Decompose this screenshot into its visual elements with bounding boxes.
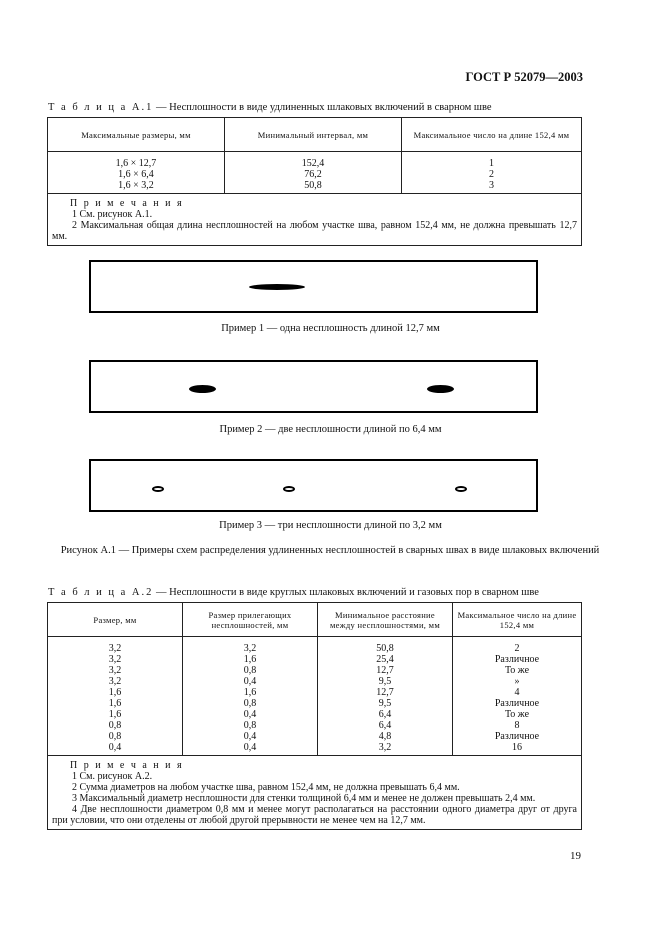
table2-notes-title: П р и м е ч а н и я bbox=[70, 760, 184, 771]
table2-header-cell: Минимальное расстояние между несплошностями, мм bbox=[318, 603, 453, 637]
table1-note: 1 См. рисунок А.1. bbox=[72, 209, 153, 220]
weld-diagram-example-1 bbox=[89, 260, 538, 313]
example-3-label: Пример 3 — три несплошности длиной по 3,2 мм bbox=[219, 520, 442, 531]
table2-column-size bbox=[48, 637, 183, 756]
table2-data-row bbox=[48, 637, 582, 756]
elongated-inclusion bbox=[249, 284, 305, 290]
page-number: 19 bbox=[570, 850, 581, 862]
table2-column-count bbox=[453, 637, 582, 756]
document-code: ГОСТ Р 52079—2003 bbox=[465, 70, 583, 84]
table1-notes-title: П р и м е ч а н и я bbox=[70, 198, 184, 209]
elongated-inclusion bbox=[189, 385, 216, 393]
table1-column-sizes bbox=[48, 152, 225, 194]
table1-header-cell: Минимальный интервал, мм bbox=[225, 118, 402, 152]
weld-diagram-example-2 bbox=[89, 360, 538, 413]
figure-caption: Рисунок А.1 — Примеры схем распределения удлиненных несплошностей в сварных швах в виде шлаковых включений bbox=[60, 545, 600, 556]
short-inclusion bbox=[283, 486, 295, 492]
table2-header-row bbox=[48, 603, 582, 637]
table1-title: — Несплошности в виде удлиненных шлаковых включений в сварном шве bbox=[153, 102, 492, 113]
table2-column-distance bbox=[318, 637, 453, 756]
table2-notes-row bbox=[48, 756, 582, 830]
table1-label: Т а б л и ц а А.1 bbox=[48, 102, 154, 113]
table2-note: 2 Сумма диаметров на любом участке шва, равном 152,4 мм, не должна превышать 6,4 мм. bbox=[72, 782, 460, 793]
table1-column-text: 1,6 × 12,7 1,6 × 6,4 1,6 × 3,2 bbox=[115, 158, 157, 191]
table1-note: 2 Максимальная общая длина несплошностей на любом участке шва, равном 152,4 мм, не должна превышать 12,7 мм. bbox=[52, 220, 577, 242]
table1-column-count bbox=[402, 152, 582, 194]
table2-label: Т а б л и ц а А.2 bbox=[48, 587, 154, 598]
table2 bbox=[47, 602, 582, 830]
elongated-inclusion bbox=[427, 385, 454, 393]
example-1-label: Пример 1 — одна несплошность длиной 12,7 мм bbox=[221, 323, 440, 334]
table2-column-adjacent bbox=[183, 637, 318, 756]
table1-header-cell: Максимальные размеры, мм bbox=[48, 118, 225, 152]
table1-column-interval bbox=[225, 152, 402, 194]
table1 bbox=[47, 117, 582, 246]
table2-column-text: 3,2 1,6 0,8 0,4 1,6 0,8 0,4 0,8 0,4 0,4 bbox=[243, 643, 257, 753]
table1-header-cell: Максимальное число на длине 152,4 мм bbox=[402, 118, 582, 152]
table2-column-text: 3,2 3,2 3,2 3,2 1,6 1,6 1,6 0,8 0,8 0,4 bbox=[108, 643, 122, 753]
table2-column-text: 50,8 25,4 12,7 9,5 12,7 9,5 6,4 6,4 4,8 3,2 bbox=[376, 643, 394, 753]
table1-column-text: 1 2 3 bbox=[489, 158, 494, 191]
table2-header-cell: Размер, мм bbox=[48, 603, 183, 637]
table2-column-text: 2 Различное То же » 4 Различное То же 8 Различное 16 bbox=[494, 643, 540, 753]
table2-note: 1 См. рисунок А.2. bbox=[72, 771, 153, 782]
table1-notes bbox=[48, 194, 582, 246]
table1-notes-row bbox=[48, 194, 582, 246]
table2-caption bbox=[48, 587, 539, 598]
table2-header-cell: Максимальное число на длине 152,4 мм bbox=[453, 603, 582, 637]
table2-notes bbox=[48, 756, 582, 830]
table1-header-row bbox=[48, 118, 582, 152]
table1-data-row bbox=[48, 152, 582, 194]
table2-header-cell: Размер прилегающих несплошностей, мм bbox=[183, 603, 318, 637]
table2-title: — Несплошности в виде круглых шлаковых включений и газовых пор в сварном шве bbox=[153, 587, 539, 598]
example-2-label: Пример 2 — две несплошности длиной по 6,4 мм bbox=[219, 424, 442, 435]
weld-diagram-example-3 bbox=[89, 459, 538, 512]
table1-caption bbox=[48, 102, 492, 113]
table1-column-text: 152,4 76,2 50,8 bbox=[301, 158, 325, 191]
table2-note: 3 Максимальный диаметр несплошности для стенки толщиной 6,4 мм и менее не должен превышать 2,4 мм. bbox=[72, 793, 536, 804]
table2-note: 4 Две несплошности диаметром 0,8 мм и менее могут располагаться на расстоянии одного диаметра друг от друга при условии, что они отделены от любой другой прерывности не менее чем на 12,7 мм. bbox=[52, 804, 577, 826]
short-inclusion bbox=[152, 486, 164, 492]
short-inclusion bbox=[455, 486, 467, 492]
